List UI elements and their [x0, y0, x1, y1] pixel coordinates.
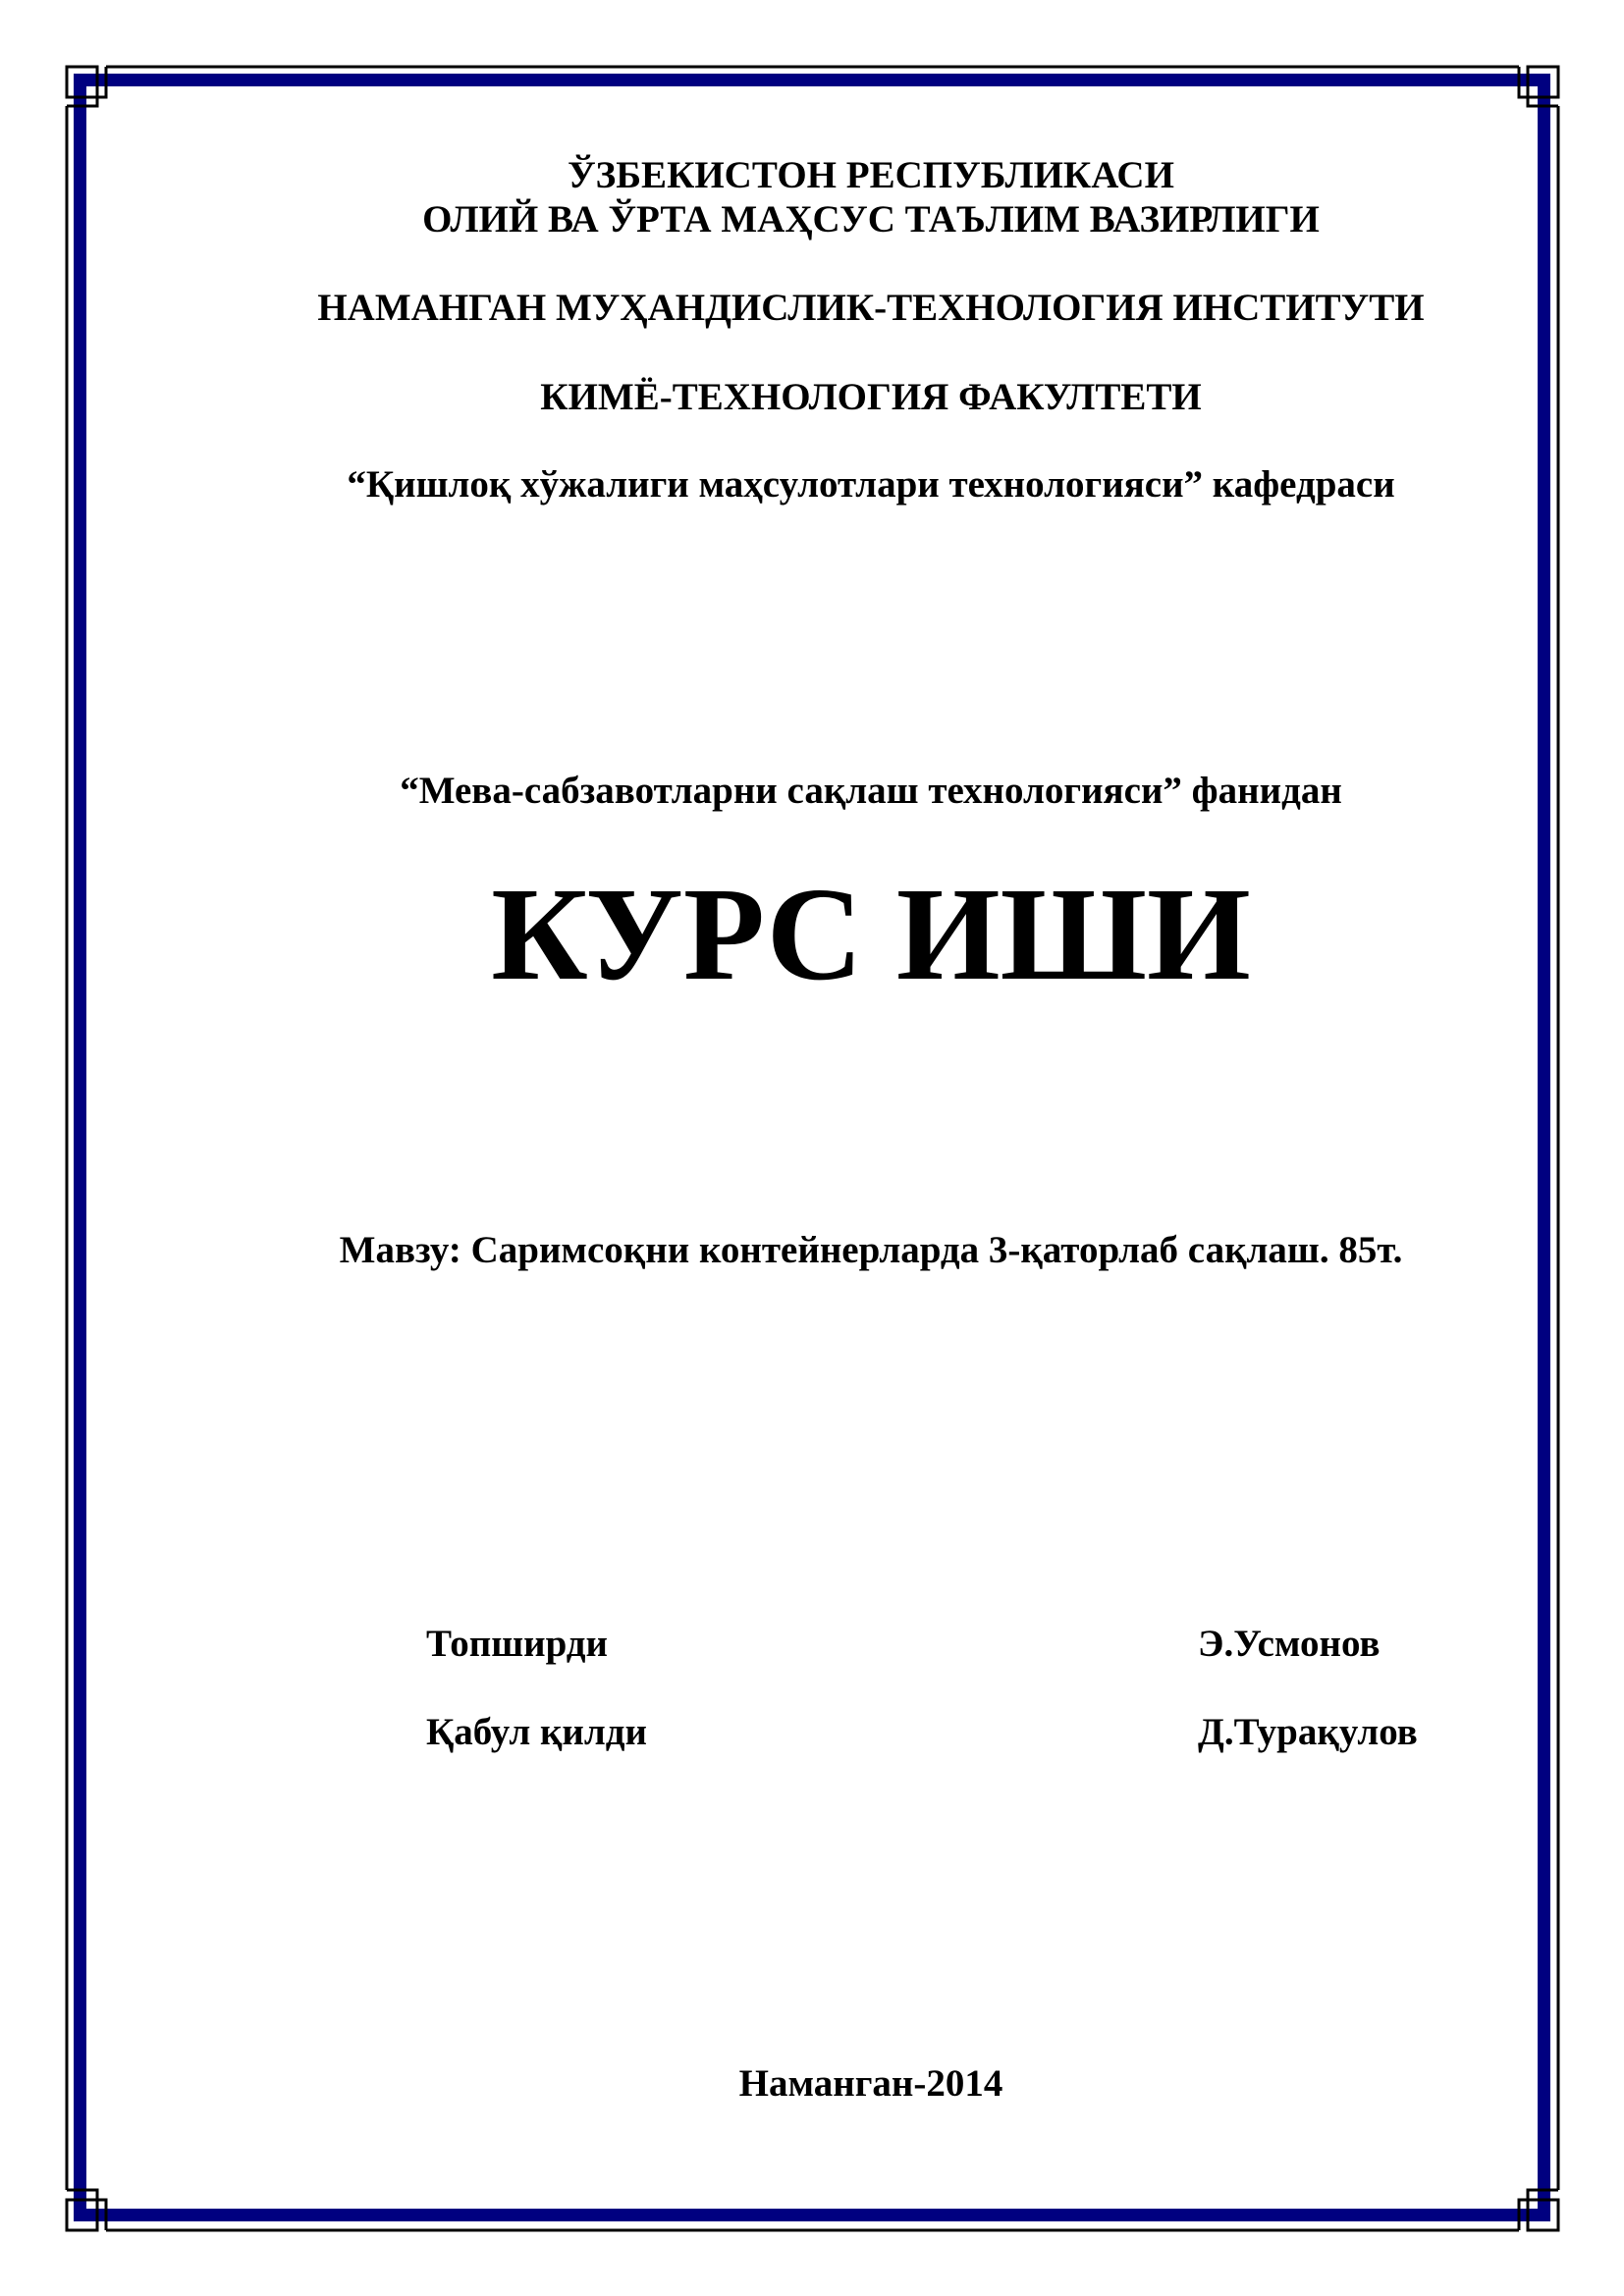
faculty-name: КИМЁ-ТЕХНОЛОГИЯ ФАКУЛТЕТИ — [540, 376, 1202, 418]
country-name: ЎЗБЕКИСТОН РЕСПУБЛИКАСИ — [568, 154, 1174, 196]
accepted-by-label: Қабул қилди — [426, 1711, 647, 1753]
institute-name: НАМАНГАН МУҲАНДИСЛИК-ТЕХНОЛОГИЯ ИНСТИТУТИ — [317, 287, 1425, 329]
submitted-by-label: Топширди — [426, 1623, 609, 1665]
ministry-name: ОЛИЙ ВА ЎРТА МАҲСУС ТАЪЛИМ ВАЗИРЛИГИ — [422, 198, 1320, 240]
document-title: КУРС ИШИ — [491, 861, 1251, 1008]
submitted-by-name: Э.Усмонов — [1198, 1623, 1380, 1665]
city-year: Наманган-2014 — [738, 2062, 1003, 2105]
accepted-by-name: Д.Турақулов — [1198, 1711, 1418, 1753]
topic-line: Мавзу: Саримсоқни контейнерларда 3-қаторлаб сақлаш. 85т. — [339, 1229, 1403, 1271]
subject-line: “Мева-сабзавотларни сақлаш технологияси” фанидан — [400, 770, 1342, 812]
department-name: “Қишлоқ хўжалиги маҳсулотлари технологияси” кафедраси — [347, 463, 1395, 506]
